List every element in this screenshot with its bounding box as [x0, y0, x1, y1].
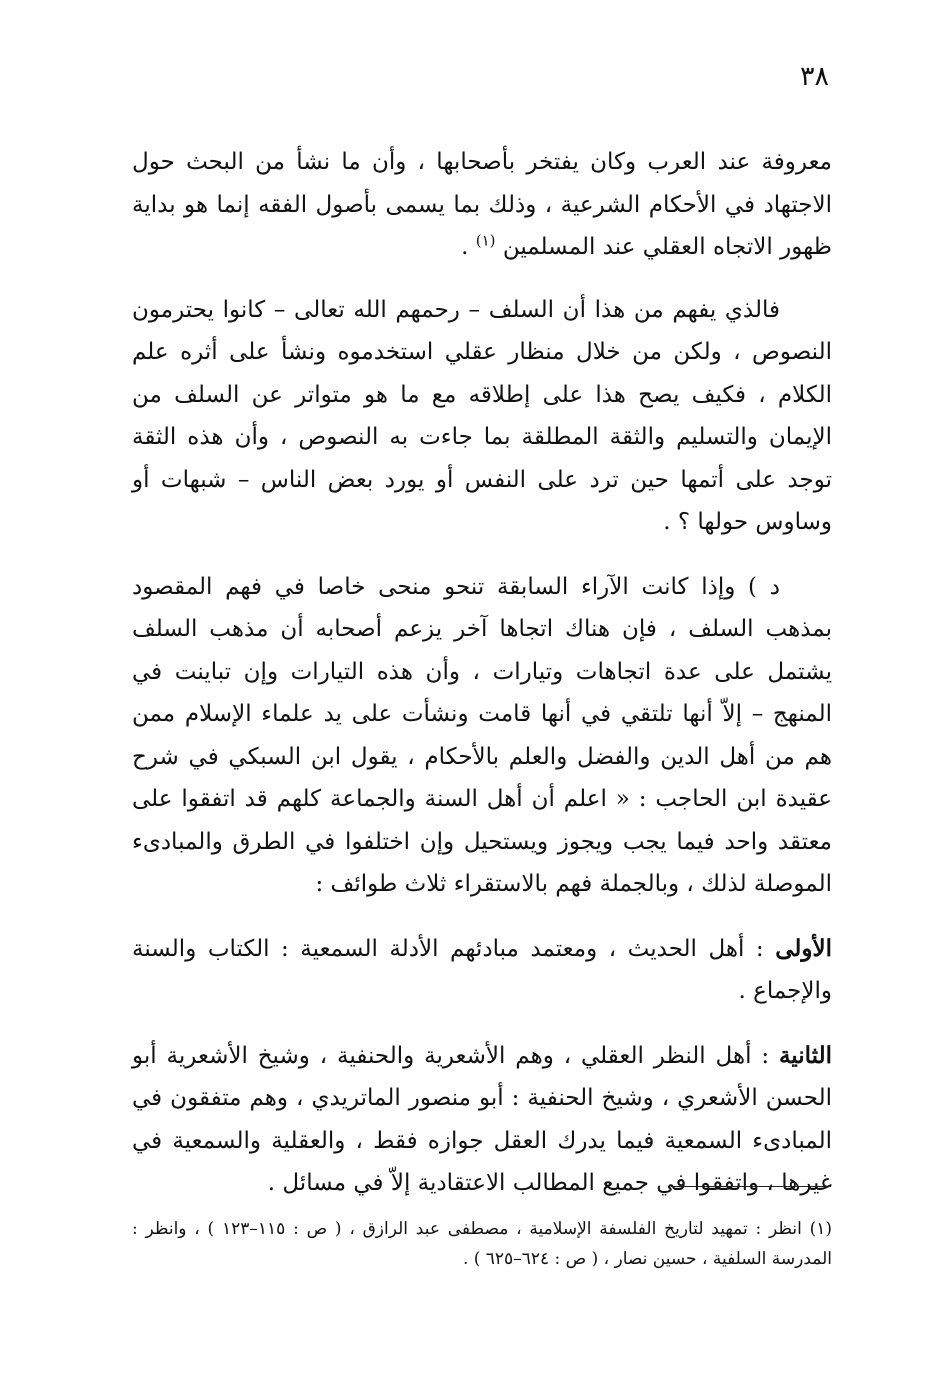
section-lead-word: الثانية [778, 1041, 832, 1069]
paragraph-text: فالذي يفهم من هذا أن السلف – رحمهم الله تعالى – كانوا يحترمون النصوص ، ولكن من خلال منظار عقلي استخدموه ونشأ على أثره علم الكلام ، فكيف يصح هذا على إطلاقه مع ما هو متواتر عن السلف من الإيمان والتسليم والثقة المطلقة بما جاءت به النصوص ، وأن هذه الثقة توجد على أتمها حين ترد على النفس أو يورد بعض الناس – شبهات أو وساوس حولها ؟ . [132, 296, 832, 535]
paragraph [132, 928, 832, 1013]
footnotes [132, 1214, 832, 1274]
paragraph-text: معروفة عند العرب وكان يفتخر بأصحابها ، وأن ما نشأ من البحث حول الاجتهاد في الأحكام الشرعية ، وذلك بما يسمى بأصول الفقه إنما هو بداية ظهور الاتجاه العقلي عند المسلمين [132, 149, 832, 260]
paragraph [132, 141, 832, 269]
footnote-reference[interactable]: (١) [475, 231, 496, 250]
section-lead-word: الأولى [775, 934, 832, 962]
paragraph-text: : أهل الحديث ، ومعتمد مبادئهم الأدلة السمعية : الكتاب والسنة والإجماع . [132, 935, 832, 1004]
paragraph [132, 289, 832, 544]
paragraph [132, 566, 832, 906]
page-number: ٣٨ [799, 61, 829, 92]
paragraph-end: . [461, 234, 476, 260]
paragraph-text: د ) وإذا كانت الآراء السابقة تنحو منحى خاصا في فهم المقصود بمذهب السلف ، فإن هناك اتجاها آخر يزعم أصحابه أن مذهب السلف يشتمل على عدة اتجاهات وتيارات ، وأن هذه التيارات وإن تباينت في المنهج – إلاّ أنها تلتقي في أنها قامت ونشأت على يد علماء الإسلام ممن هم من أهل الدين والفضل والعلم بالأحكام ، يقول ابن السبكي في شرح عقيدة ابن الحاجب : « اعلم أن أهل السنة والجماعة كلهم قد اتفقوا على معتقد واحد فيما يجب ويجوز ويستحيل وإن اختلفوا في الطرق والمبادىء الموصلة لذلك ، وبالجملة فهم بالاستقراء ثلاث طوائف : [132, 573, 833, 897]
main-text [132, 141, 832, 1205]
paragraph-text: : أهل النظر العقلي ، وهم الأشعرية والحنفية ، وشيخ الأشعرية أبو الحسن الأشعري ، وشيخ الحنفية : أبو منصور الماتريدي ، وهم متفقون في المبادىء السمعية فيما يدرك العقل جوازه فقط ، والعقلية والسمعية في غيرها ، واتفقوا في جميع المطالب الاعتقادية إلاّ في مسائل . [132, 1042, 832, 1196]
footnote-divider [671, 1186, 831, 1187]
paragraph [132, 1035, 832, 1205]
footnote: (١) انظر : تمهيد لتاريخ الفلسفة الإسلامية ، مصطفى عبد الرازق ، ( ص : ١١٥–١٢٣ ) ، وانظر : المدرسة السلفية ، حسين نصار ، ( ص : ٦٢٤–٦٢٥ ) . [132, 1219, 832, 1269]
